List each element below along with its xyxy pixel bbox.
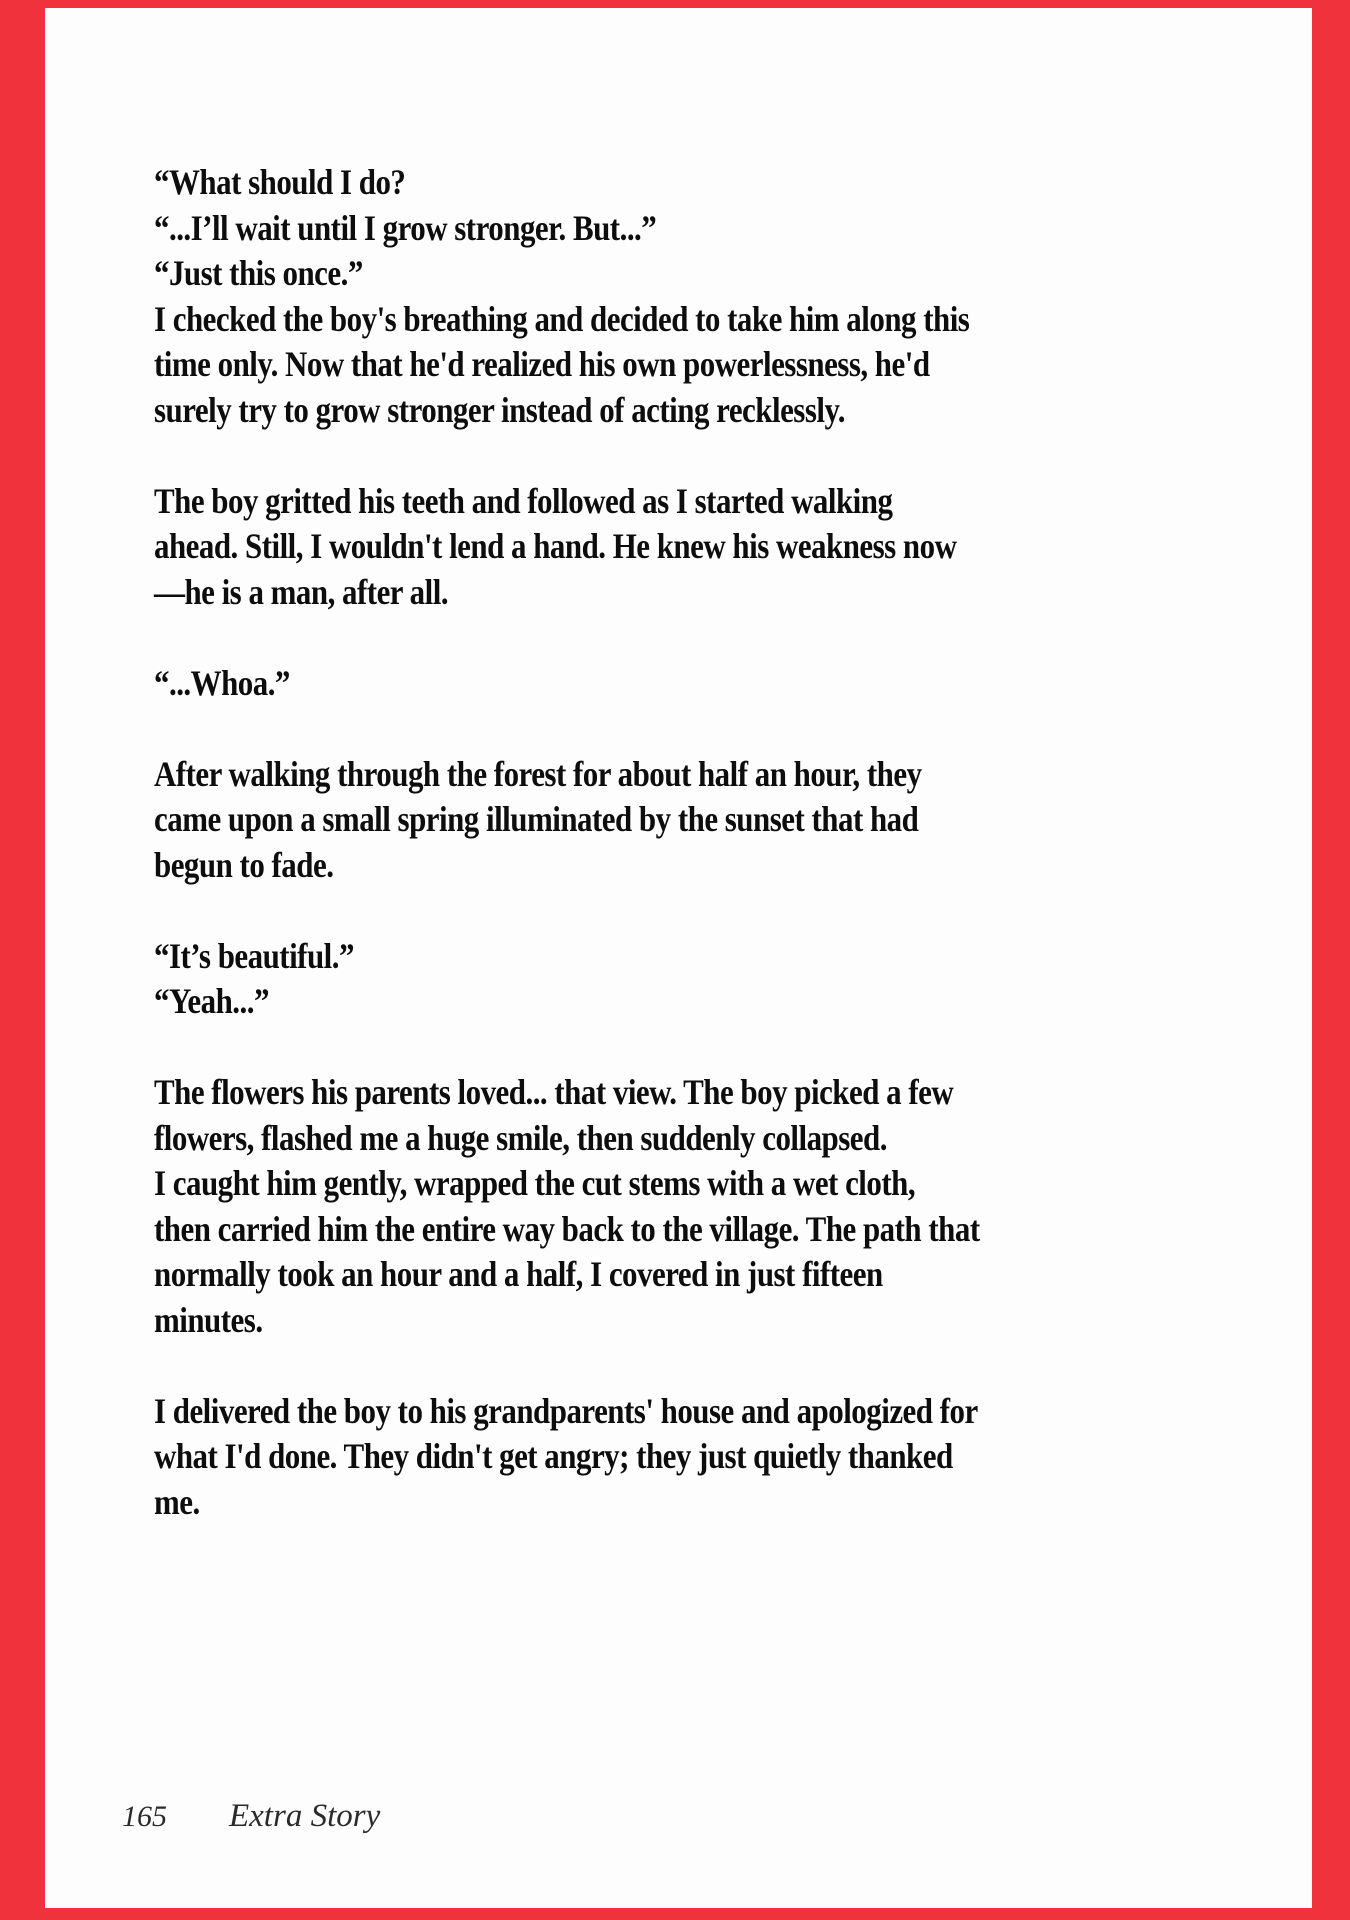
paragraph [154,479,1152,616]
page-paper [45,8,1312,1908]
text-line: surely try to grow stronger instead of acting recklessly. [154,389,845,430]
text-line: “...I’ll wait until I grow stronger. But...” [154,207,657,248]
text-line: “Yeah...” [154,981,269,1021]
text-line: begun to fade. [154,844,334,885]
text-line: minutes. [154,1299,263,1340]
paragraph [154,160,1152,433]
text-line: me. [154,1481,200,1522]
text-line: After walking through the forest for about half an hour, they [154,753,922,794]
text-line: normally took an hour and a half, I covered in just fifteen [154,1254,883,1294]
text-line: —he is a man, after all. [154,571,449,612]
text-line: what I'd done. They didn't get angry; they just quietly thanked [154,1436,953,1476]
text-line: “Just this once.” [154,253,363,293]
page-number: 165 [122,1800,167,1833]
text-line: “...Whoa.” [154,662,290,703]
paragraph [154,752,1152,889]
text-line: ahead. Still, I wouldn't lend a hand. He knew his weakness now [154,526,957,566]
text-line: I delivered the boy to his grandparents' house and apologized for [154,1390,978,1431]
text-line: “What should I do? [154,162,406,202]
text-line: I caught him gently, wrapped the cut stems with a wet cloth, [154,1163,916,1203]
paragraph [154,661,1152,707]
text-line: “It’s beautiful.” [154,935,354,976]
text-line: came upon a small spring illuminated by the sunset that had [154,799,919,839]
text-line: The boy gritted his teeth and followed as I started walking [154,480,893,521]
paragraph [154,934,1152,1025]
page-footer [122,1798,380,1835]
story-text [154,160,1152,1525]
text-line: flowers, flashed me a huge smile, then suddenly collapsed. [154,1117,887,1158]
paragraph [154,1070,1152,1343]
text-line: I checked the boy's breathing and decided to take him along this [154,298,970,339]
text-line: then carried him the entire way back to the village. The path that [154,1208,980,1249]
section-title: Extra Story [229,1798,381,1834]
text-line: The flowers his parents loved... that view. The boy picked a few [154,1072,954,1112]
paragraph [154,1389,1152,1526]
text-line: time only. Now that he'd realized his own powerlessness, he'd [154,344,930,384]
